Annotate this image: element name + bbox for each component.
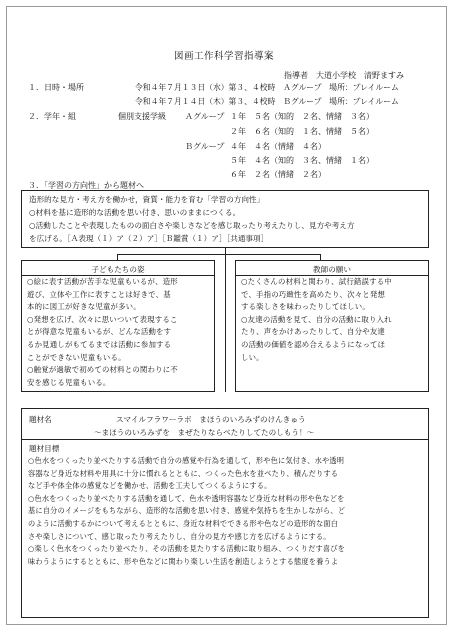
- instructor-line: 指導者 大道小学校 清野ますみ: [284, 71, 404, 80]
- teacher-line: の活動の価値を認め合えるようになってほ: [241, 339, 386, 349]
- children-line: 遊び、立体や工作に表すことは好きで、基: [27, 289, 171, 299]
- unit-name: スマイルフラワーラボ まほうのいろみずのけんきゅう: [116, 415, 306, 424]
- horizontal-connector: [117, 254, 321, 255]
- teacher-line: ○友達の活動を見て、自分の活動に取り入れ: [241, 314, 392, 324]
- children-box: [21, 260, 215, 392]
- unit-name-label: 題材名: [29, 415, 52, 424]
- children-line: るか見通しがもてるまでは活動に参加する: [27, 339, 172, 349]
- center-connector: [225, 248, 226, 392]
- children-line: ○発想を広げ、次々に思いついて表現するこ: [27, 314, 178, 324]
- group-b-row-2: ５年 ４名（知的 ３名、情緒 １名）: [230, 156, 374, 165]
- section-3-label: ３．「学習の方向性」から題材へ: [28, 181, 144, 190]
- goal-line: 容器など身近な材料や用具に十分に慣れるとともに、つくった色水を並べたり、積んだりする: [28, 468, 339, 478]
- children-line: ○絵に表す活動が苦手な児童もいるが、造形: [27, 277, 178, 286]
- goal-line: 味わうようにするとともに、形や色などに関わり楽しい生活を創造しようとする態度を養うよ: [28, 556, 339, 566]
- teacher-wishes-box: [235, 260, 429, 392]
- children-line: とが得意な児童もいるが、どんな活動をす: [27, 327, 172, 337]
- group-b-row-3: ６年 ２名（情緒 ２名）: [230, 170, 326, 179]
- learning-direction-heading: 造形的な見方・考え方を働かせ，資質・能力を育む「学習の方向性」: [29, 195, 265, 204]
- schedule-line-1: 令和４年７月１３日（水）第３、４校時 Ａグループ 場所：プレイルーム: [135, 83, 399, 92]
- teacher-line: たり、声をかけあったりして、自分や友達: [241, 327, 386, 337]
- learning-direction-item-2-cont: を広げる。［Ａ表現（１）ア（２）ア］［Ｂ鑑賞（１）ア］［共通事項］: [29, 234, 269, 243]
- children-line: ○触覚が過敏で初めての材料との関わりに不: [27, 365, 178, 375]
- learning-direction-item-1: ○材料を基に造形的な活動を思い付き、思いのままにつくる。: [29, 208, 241, 217]
- teacher-line: する楽しさを味わったりしてほしい。: [241, 302, 370, 312]
- goal-line: 基に自分のイメージをもちながら、造形的な活動を思い付き、感覚や気持ちを生かしながら、ど: [28, 506, 346, 516]
- schedule-line-2: 令和４年７月１４日（木）第３、４校時 Ｂグループ 場所：プレイルーム: [135, 97, 399, 106]
- section-1-label: １．日時・場所: [28, 83, 84, 92]
- teacher-wishes-heading: 教師の願い: [313, 265, 351, 274]
- section-2-label: ２．学年・組: [28, 112, 76, 121]
- goal-line: など手や体全体の感覚などを働かせ、活動を工夫してつくるようにする。: [28, 481, 272, 491]
- unit-subtitle: ～まほうのいろみずを まぜたりならべたりしてたのしもう！～: [94, 428, 315, 437]
- group-b-label: Ｂグループ: [185, 142, 225, 151]
- learning-direction-item-2: ○活動したことや表現したものの面白さや楽しさなどを感じ取ったり考えたりし、見方や考え方: [29, 221, 355, 230]
- children-heading: 子どもたちの姿: [91, 265, 145, 274]
- group-a-label: Ａグループ: [185, 112, 225, 121]
- teacher-line: ○たくさんの材料と関わり、試行錯誤する中: [241, 277, 392, 286]
- teacher-line: しい。: [241, 352, 264, 362]
- group-a-row-2: ２年 ６名（知的 １名、情緒 ５名）: [230, 127, 374, 136]
- goal-line: ○楽しく色水をつくったり並べたり、その活動を見たりする活動に取り組み、つくりだす喜びを: [28, 544, 346, 554]
- class-type: 個別支援学級: [118, 112, 166, 121]
- children-line: 安を感じる児童もいる。: [27, 377, 111, 387]
- learning-direction-box: [21, 190, 429, 248]
- goal-line: のように活動するかについて考えるとともに、身近な材料でできる形や色などの造形的な面白: [28, 518, 339, 528]
- goal-line: さや楽しさについて、感じ取ったり考えたりし、自分の見方や感じ方を広げるようにする。: [28, 531, 331, 541]
- goal-line: ○色水をつくったり並べたりする活動を通して、色水や透明容器など身近な材料の形や色などを: [28, 493, 345, 503]
- group-a-row-1: １年 ５名（知的 ２名、情緒 ３名）: [230, 112, 374, 121]
- children-line: 本的に図工が好きな児童が多い。: [27, 302, 141, 312]
- children-line: ことができない児童もいる。: [27, 352, 126, 362]
- teacher-line: で、手指の巧緻性を高めたり、次々と発想: [241, 289, 386, 299]
- goal-line: ○色水をつくったり並べたりする活動で自分の感覚や行為を通して，形や色に気付き、水や透明: [28, 456, 345, 465]
- unit-goal-label: 題材目標: [29, 444, 60, 453]
- document-title: 図画工作科学習指導案: [174, 51, 275, 62]
- group-b-row-1: ４年 ４名（情緒 ４名）: [230, 142, 326, 151]
- unit-divider: [22, 439, 428, 440]
- unit-box: [21, 408, 429, 618]
